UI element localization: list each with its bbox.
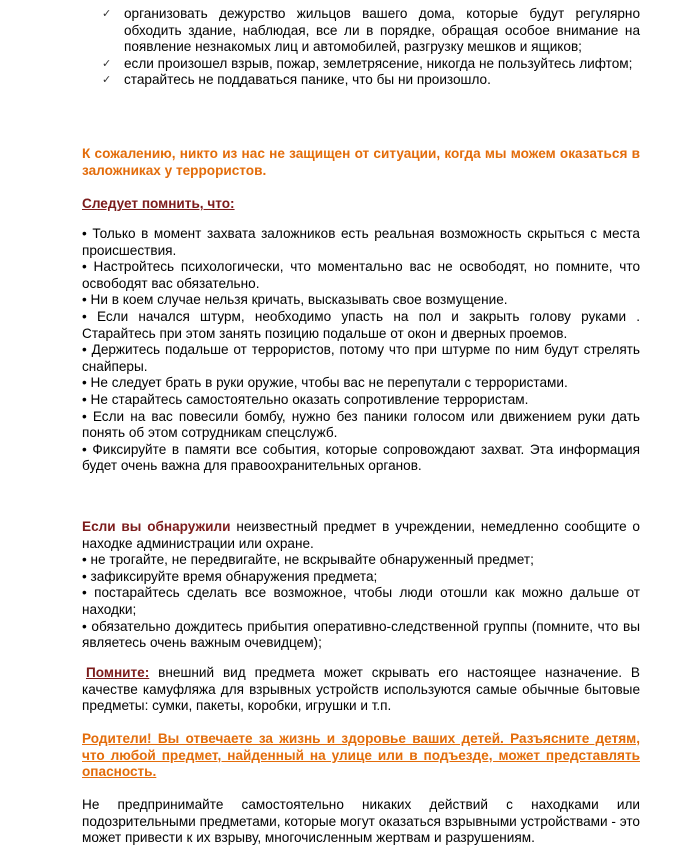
check-icon: ✓ — [102, 74, 112, 87]
hostage-rules-list — [82, 226, 640, 475]
found-object-lead: Если вы обнаружили — [82, 519, 231, 534]
list-item: • Только в момент захвата заложников есть реальная возможность скрыться с места происшествия. — [82, 226, 640, 258]
list-item: • Если начался штурм, необходимо упасть на пол и закрыть голову руками . Старайтесь при этом занять позицию подальше от окон и дверных проемов. — [82, 308, 640, 341]
check-icon: ✓ — [102, 8, 112, 20]
checklist — [100, 6, 640, 89]
bullet-icon: • — [82, 226, 87, 241]
list-item: • постарайтесь сделать все возможное, чтобы люди отошли как можно дальше от находки; — [82, 585, 640, 617]
remember-note: Помните: внешний вид предмета может скрывать его настоящее назначение. В качестве камуфляжа для взрывных устройств используются самые обычные бытовые предметы: сумки, пакеты, коробки, игрушки и т.п. — [82, 665, 640, 714]
bullet-icon: • — [82, 408, 87, 424]
bullet-icon: • — [82, 342, 87, 358]
found-object-section — [82, 519, 640, 652]
bullet-icon: • — [82, 308, 87, 324]
closing-paragraph: Не предпринимайте самостоятельно никаких действий с находками или подозрительными предметами, которые могут оказаться взрывными устройствами - это может привести к их взрыву, многочисленным жертвам и разрушениям. — [82, 797, 640, 846]
list-item: • Если на вас повесили бомбу, нужно без паники голосом или движением руки дать понять об этом сотрудникам спецслужб. — [82, 408, 640, 441]
bullet-icon: • — [82, 585, 87, 601]
hostage-intro: К сожалению, никто из нас не защищен от ситуации, когда мы можем оказаться в заложниках у террористов. — [82, 146, 640, 178]
checklist-item — [100, 6, 640, 56]
found-object-intro: Если вы обнаружили неизвестный предмет в учреждении, немедленно сообщите о находке администрации или охране. — [82, 519, 640, 551]
bullet-icon: • — [82, 441, 87, 457]
parents-warning: Родители! Вы отвечаете за жизнь и здоровье ваших детей. Разъясните детям, что любой предмет, найденный на улице или в подъезде, может представлять опасность. — [82, 731, 640, 780]
bullet-icon: • — [82, 568, 87, 584]
checklist-text: организовать дежурство жильцов вашего дома, которые будут регулярно обходить здание, наблюдая, все ли в порядке, обращая особое внимание на появление незнакомых лиц и автомобилей, разгрузку мешков и ящиков; — [124, 6, 640, 55]
bullet-icon: • — [82, 618, 87, 634]
checklist-item — [100, 56, 640, 73]
bullet-icon: • — [82, 292, 87, 308]
checklist-text: старайтесь не поддаваться панике, что бы ни произошло. — [124, 72, 491, 88]
bullet-icon: • — [82, 552, 87, 568]
list-item: • Фиксируйте в памяти все события, которые сопровождают захват. Эта информация будет очень важна для правоохранительных органов. — [82, 441, 640, 474]
list-item: • Настройтесь психологически, что моментально вас не освободят, но помните, что освободят вас обязательно. — [82, 259, 641, 291]
checklist-item — [100, 72, 640, 89]
bullet-icon: • — [82, 391, 87, 407]
list-item: • Не старайтесь самостоятельно оказать сопротивление террористам. — [82, 391, 529, 407]
checklist-text: если произошел взрыв, пожар, землетрясение, никогда не пользуйтесь лифтом; — [124, 55, 633, 71]
list-item: • Ни в коем случае нельзя кричать, высказывать свое возмущение. — [82, 292, 508, 308]
list-item: • не трогайте, не передвигайте, не вскрывайте обнаруженный предмет; — [82, 552, 534, 568]
list-item: • Держитесь подальше от террористов, потому что при штурме по ним будут стрелять снайперы. — [82, 342, 640, 374]
list-item: • зафиксируйте время обнаружения предмета; — [82, 568, 378, 584]
bullet-icon: • — [82, 375, 87, 391]
list-item: • обязательно дождитесь прибытия оперативно-следственной группы (помните, что вы являетесь очень важным очевидцем); — [82, 618, 640, 651]
list-item: • Не следует брать в руки оружие, чтобы вас не перепутали с террористами. — [82, 375, 568, 391]
check-icon: ✓ — [102, 57, 112, 70]
remember-heading: Следует помнить, что: — [82, 196, 235, 211]
remember-note-label: Помните: — [86, 665, 150, 680]
bullet-icon: • — [82, 259, 87, 275]
